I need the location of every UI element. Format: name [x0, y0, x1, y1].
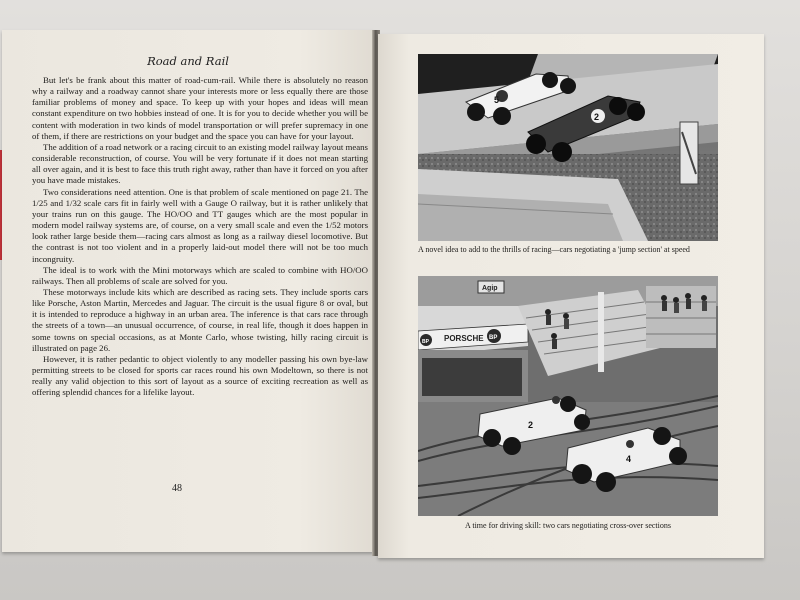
- car-number: 2: [594, 112, 600, 122]
- left-page: [2, 30, 374, 552]
- paragraph: But let's be frank about this matter of road-cum-rail. While there is absolutely no reason why a railway and a roadway cannot share your interests more or less equally there are those familiar problems of money and space. To keep up with your hopes and ideas will mean constant expenditure on two hobbies instead of one. It is for you to decide whether you will be content with moderation in two kinds of model transportation or will prefer supremacy in one of them, if there are restrictions on your budget and the space you can have for your layout.: [32, 75, 368, 141]
- porsche-sign: PORSCHE: [444, 334, 484, 343]
- photo-jump-section: [418, 54, 718, 241]
- bp-sign: BP: [489, 335, 498, 341]
- photo-cross-over-image: [418, 276, 718, 516]
- car-number: 4: [626, 454, 632, 464]
- page-number: 48: [172, 483, 182, 494]
- paragraph: The ideal is to work with the Mini motorways which are scaled to combine with HO/OO railways. Then all problems of scale are solved for you.: [32, 264, 368, 286]
- paragraph: However, it is rather pedantic to object violently to any modeller passing his own bye-law permitting streets to be closed for sports car races round his own Modeltown, so there is not really any valid objection to this sort of layout as a source of exciting recreation as well as offering splendid chances for a lifelike layout.: [32, 353, 368, 398]
- running-head: Road and Rail: [147, 54, 229, 68]
- caption-jump-section: A novel idea to add to the thrills of racing—cars negotiating a 'jump section' at speed: [418, 245, 690, 254]
- body-text: [32, 75, 368, 399]
- car-number: 5: [494, 95, 500, 105]
- paragraph: Two considerations need attention. One is that problem of scale mentioned on page 21. The 1/25 and 1/32 scale cars fit in fairly well with a Gauge O railway, but it is rather unlikely that your trains run on this gauge. The HO/OO and TT gauges which are the most popular in modern model railway systems are, of course, on a very small scale and even the 1/52 motors look rather large beside them—racing cars almost as long as a railway diesel locomotive. But the contrast is not too violent and in a properly laid-out model there will not be too much incongruity.: [32, 186, 368, 264]
- agip-sign: Agip: [482, 285, 498, 292]
- photo-jump-section-image: [418, 54, 718, 241]
- caption-cross-over: A time for driving skill: two cars negotiating cross-over sections: [465, 521, 671, 530]
- bp-sign: BP: [422, 339, 429, 345]
- paragraph: These motorways include kits which are described as racing sets. They include sports cars like Porsche, Aston Martin, Mercedes and Jaguar. The circuit is the usual figure 8 or oval, but it is intended to reproduce a highway in an urban area. The inference is that cars race through the streets of a town—an unusual occurrence, of course, in real life, though it does happen in some towns on special occasions, as at Monte Carlo, whose twisting, hilly racing circuit is illustrated on page 26.: [32, 286, 368, 353]
- paragraph: The addition of a road network or a racing circuit to an existing model railway layout means considerable reconstruction, of course. You will be very fortunate if it does not mean starting all over again, and it is best to face this truth right away, rather than have it forced on you after you have made mistakes.: [32, 141, 368, 186]
- book-spread: [2, 30, 764, 562]
- right-page: [378, 34, 764, 558]
- photo-cross-over: [418, 276, 718, 516]
- car-number: 2: [528, 420, 534, 430]
